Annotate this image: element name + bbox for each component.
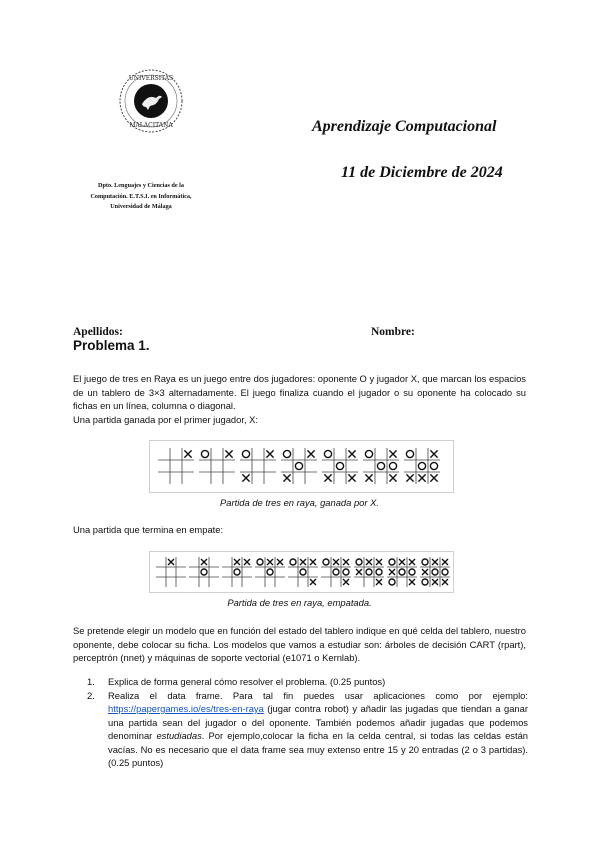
o-mark-icon	[377, 462, 384, 469]
draw-intro-text: Una partida que termina en empate:	[73, 524, 224, 535]
x-mark-icon	[310, 579, 316, 585]
o-mark-icon	[257, 559, 263, 565]
o-mark-icon	[300, 569, 306, 575]
tictactoe-board	[354, 557, 384, 587]
x-mark-icon	[389, 474, 396, 481]
x-mark-icon	[418, 474, 425, 481]
x-mark-icon	[277, 559, 283, 565]
x-mark-icon	[356, 569, 362, 575]
tictactoe-board	[404, 448, 440, 484]
o-mark-icon	[333, 569, 339, 575]
x-mark-icon	[242, 474, 249, 481]
tictactoe-board	[199, 448, 235, 484]
x-mark-icon	[184, 450, 191, 457]
x-mark-icon	[333, 559, 339, 565]
x-mark-icon	[244, 559, 250, 565]
task-text: Realiza el data frame. Para tal fin puedes usar aplicaciones como por ejemplo:	[108, 689, 528, 701]
figure-caption-won: Partida de tres en raya, ganada por X.	[220, 497, 379, 508]
o-mark-icon	[267, 569, 273, 575]
tictactoe-board	[222, 557, 252, 587]
x-mark-icon	[442, 579, 448, 585]
tictactoe-board	[288, 557, 318, 587]
figure-caption-draw: Partida de tres en raya, empatada.	[227, 597, 372, 608]
o-mark-icon	[201, 450, 208, 457]
problem-title: Problema 1.	[73, 338, 150, 353]
task-text: Explica de forma general cómo resolver el problema. (0.25 puntos)	[108, 676, 386, 687]
o-mark-icon	[389, 579, 395, 585]
o-mark-icon	[422, 559, 428, 565]
tictactoe-board	[240, 448, 276, 484]
tictactoe-board	[281, 448, 317, 484]
o-mark-icon	[399, 569, 405, 575]
intro-text: El juego de tres en Raya es un juego entre dos jugadores: oponente O y jugador X, que marcan los espacios de un tablero de 3×3 alternadamente. El juego finaliza cuando el jugador o su oponente ha colocado su fichas en un línea, columna o diagonal.	[73, 373, 526, 411]
draw-game-boards	[150, 552, 453, 592]
x-mark-icon	[348, 474, 355, 481]
name-label: Nombre:	[371, 326, 415, 338]
x-mark-icon	[365, 474, 372, 481]
o-mark-icon	[336, 462, 343, 469]
x-mark-icon	[430, 474, 437, 481]
problem-intro	[73, 372, 526, 426]
task-number: 1.	[87, 676, 95, 687]
task-emphasis: estudiadas	[156, 730, 202, 741]
task-item	[73, 675, 528, 689]
o-mark-icon	[324, 450, 331, 457]
institution-line: Dpto. Lenguajes y Ciencias de la	[98, 182, 184, 189]
o-mark-icon	[442, 569, 448, 575]
figure-draw-game	[149, 551, 454, 593]
x-mark-icon	[201, 559, 207, 565]
o-mark-icon	[242, 450, 249, 457]
x-mark-icon	[432, 559, 438, 565]
x-mark-icon	[442, 559, 448, 565]
x-mark-icon	[310, 559, 316, 565]
x-mark-icon	[267, 559, 273, 565]
task-item	[73, 689, 528, 770]
svg-text:UNIVERSITAS: UNIVERSITAS	[128, 75, 174, 82]
models-paragraph: Se pretende elegir un modelo que en función del estado del tablero indique en qué celda del tablero, nuestro oponente, debe colocar su ficha. Los modelos que vamos a estudiar son: árboles de decisión CART (rpart), perceptrón (nnet) y máquinas de soporte vectorial (e1071 o Kernlab).	[73, 625, 526, 663]
o-mark-icon	[234, 569, 240, 575]
x-mark-icon	[225, 450, 232, 457]
x-mark-icon	[366, 559, 372, 565]
x-mark-icon	[389, 569, 395, 575]
o-mark-icon	[356, 559, 362, 565]
x-mark-icon	[406, 474, 413, 481]
o-mark-icon	[376, 569, 382, 575]
x-mark-icon	[409, 579, 415, 585]
institution-line: Computación. E.T.S.I. en Informática,	[90, 192, 192, 200]
tictactoe-board	[158, 448, 194, 484]
o-mark-icon	[432, 569, 438, 575]
tictactoe-board	[322, 448, 358, 484]
task-list	[73, 675, 528, 770]
x-mark-icon	[430, 450, 437, 457]
tictactoe-board	[255, 557, 285, 587]
x-mark-icon	[376, 559, 382, 565]
x-mark-icon	[283, 474, 290, 481]
institution-name	[66, 181, 216, 213]
o-mark-icon	[422, 579, 428, 585]
x-mark-icon	[234, 559, 240, 565]
tictactoe-board	[363, 448, 399, 484]
x-mark-icon	[266, 450, 273, 457]
institution-line: Universidad de Málaga	[110, 203, 172, 210]
o-mark-icon	[389, 559, 395, 565]
o-mark-icon	[323, 559, 329, 565]
exam-date: 11 de Diciembre de 2024	[341, 164, 503, 181]
task-number: 2.	[87, 689, 95, 701]
won-game-boards	[150, 441, 453, 492]
university-seal-logo	[118, 68, 184, 134]
o-mark-icon	[295, 462, 302, 469]
task-text: . Por ejemplo,colocar la ficha en la celda central, si todas las celdas están vacías. No es necesario que el data frame sea muy extenso entre 15 y 20 entradas (2 o 3 partidas). (0.25 puntos)	[108, 730, 529, 768]
x-mark-icon	[343, 579, 349, 585]
x-mark-icon	[376, 579, 382, 585]
x-mark-icon	[300, 559, 306, 565]
tictactoe-board	[387, 557, 417, 587]
o-mark-icon	[430, 462, 437, 469]
x-mark-icon	[399, 559, 405, 565]
o-mark-icon	[366, 569, 372, 575]
x-mark-icon	[409, 559, 415, 565]
figure-won-game	[149, 440, 454, 493]
tictactoe-board	[321, 557, 351, 587]
o-mark-icon	[365, 450, 372, 457]
o-mark-icon	[406, 450, 413, 457]
o-mark-icon	[389, 462, 396, 469]
o-mark-icon	[418, 462, 425, 469]
o-mark-icon	[283, 450, 290, 457]
x-mark-icon	[168, 559, 174, 565]
svg-text:MALACITANA: MALACITANA	[129, 122, 173, 129]
x-mark-icon	[324, 474, 331, 481]
task-text: (jugar contra robot) y añadir las jugadas que tiendan a ganar una partida sean del jugador o del oponente. También podemos añadir jugadas que podemos denominar	[108, 703, 528, 741]
x-mark-icon	[348, 450, 355, 457]
o-mark-icon	[343, 569, 349, 575]
x-mark-icon	[389, 450, 396, 457]
x-mark-icon	[343, 559, 349, 565]
papergames-link[interactable]: https://papergames.io/es/tres-en-raya	[108, 703, 264, 714]
x-mark-icon	[307, 450, 314, 457]
course-title: Aprendizaje Computacional	[312, 118, 497, 135]
o-mark-icon	[409, 569, 415, 575]
x-mark-icon	[422, 569, 428, 575]
o-mark-icon	[201, 569, 207, 575]
surname-label: Apellidos:	[73, 326, 123, 338]
tictactoe-board	[189, 557, 219, 587]
x-mark-icon	[432, 579, 438, 585]
tictactoe-board	[420, 557, 450, 587]
o-mark-icon	[290, 559, 296, 565]
win-intro-text: Una partida ganada por el primer jugador, X:	[73, 413, 259, 425]
tictactoe-board	[156, 557, 186, 587]
